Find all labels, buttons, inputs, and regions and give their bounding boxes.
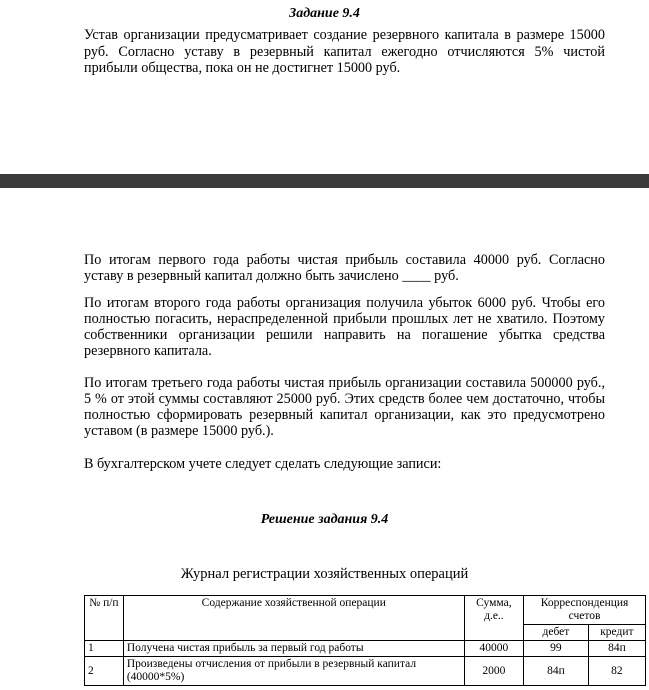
paragraph-2: По итогам второго года работы организация получила убыток 6000 руб. Чтобы его полностью погасить, нераспределенной прибыли прошлых лет не хватило. Поэтому собственники организации решили направить на погашение убытка средства резервного капитала. [84,295,605,359]
paragraph-4: В бухгалтерском учете следует сделать следующие записи: [84,456,442,472]
row-num: 1 [85,641,124,657]
journal-title: Журнал регистрации хозяйственных операций [180,566,469,582]
header-credit: кредит [588,625,645,641]
task-title: Задание 9.4 [289,6,360,21]
row-debit: 99 [524,641,589,657]
page-bottom [0,188,649,690]
row-num: 2 [85,657,124,686]
task-text: Устав организации предусматривает создание резервного капитала в размере 15000 руб. Согласно уставу в резервный капитал ежегодно отчисляются 5% чистой прибыли общества, пока он не достигнет 15000 руб. [84,27,605,76]
page-top [0,0,649,174]
paragraph-3: По итогам третьего года работы чистая прибыль организации составила 500000 руб., 5 % от этой суммы составляют 25000 руб. Этих средств более чем достаточно, чтобы полностью сформировать резервный капитал организации, как это предусмотрено уставом (в размере 15000 руб.). [84,375,605,439]
row-credit: 84п [588,641,645,657]
header-amount: Сумма, д.е.. [464,596,523,641]
row-amount: 40000 [464,641,523,657]
table-row [85,657,646,686]
row-content: Произведены отчисления от прибыли в резервный капитал (40000*5%) [123,657,464,686]
table-row [85,641,646,657]
row-content: Получена чистая прибыль за первый год работы [123,641,464,657]
table-header-row [85,596,646,625]
paragraph-1: По итогам первого года работы чистая прибыль составила 40000 руб. Согласно уставу в резервный капитал должно быть зачислено ____ руб. [84,252,605,284]
header-correspondence: Корреспонденция счетов [524,596,646,625]
header-debit: дебет [524,625,589,641]
row-amount: 2000 [464,657,523,686]
row-credit: 82 [588,657,645,686]
solution-title: Решение задания 9.4 [260,512,389,527]
header-content: Содержание хозяйственной операции [123,596,464,641]
journal-table [84,595,646,686]
page-separator [0,174,649,188]
header-num: № п/п [85,596,124,641]
row-debit: 84п [524,657,589,686]
